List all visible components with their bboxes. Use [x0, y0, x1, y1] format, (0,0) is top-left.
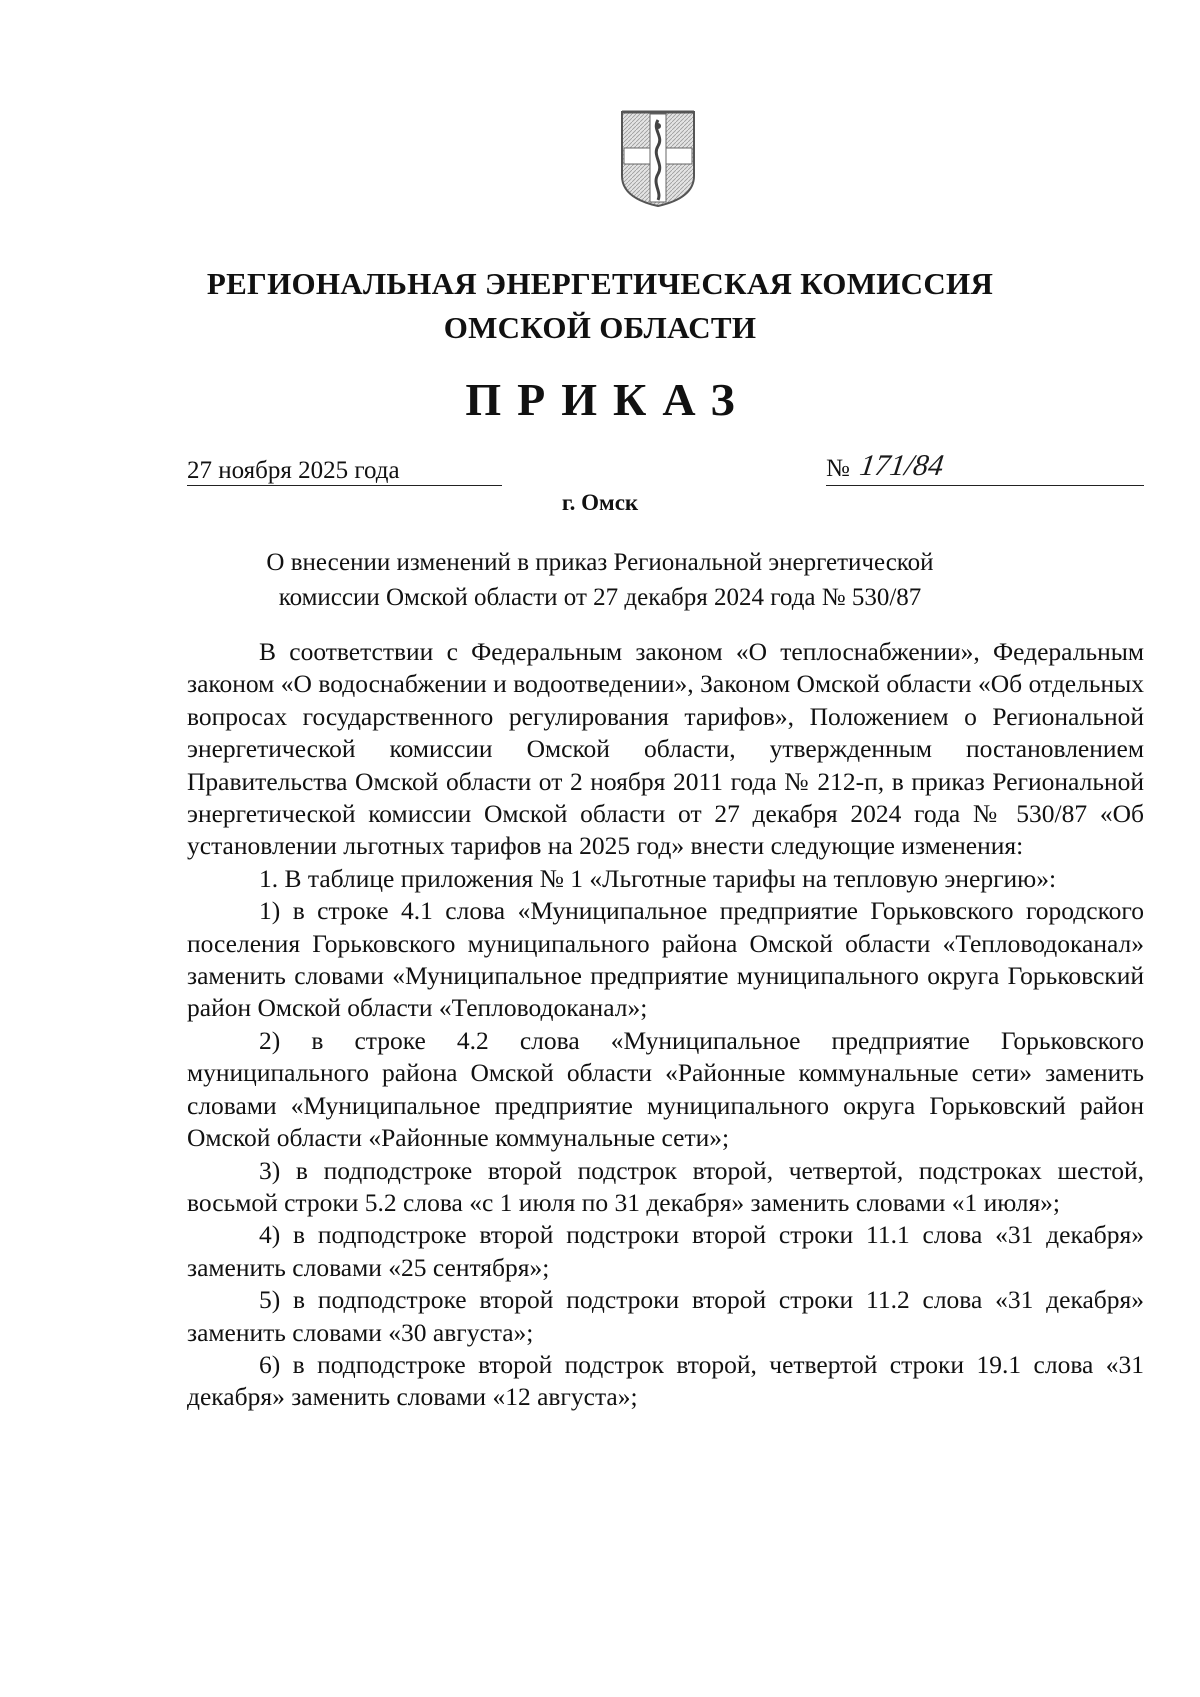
- subitem-4-paragraph: 4) в подподстроке второй подстроки второй строки 11.1 слова «31 декабря» заменить словами «25 сентября»;: [187, 1220, 1144, 1282]
- document-city: г. Омск: [561, 490, 639, 515]
- document-type-title: ПРИКАЗ: [465, 374, 751, 425]
- number-underline: [826, 485, 1144, 486]
- omsk-coat-of-arms-icon: [616, 106, 700, 210]
- subitem-1-paragraph: 1) в строке 4.1 слова «Муниципальное предприятие Горьковского городского поселения Горьковского муниципального района Омской области «Тепловодоканал» заменить словами «Муниципальное предприятие муниципального округа Горьковский район Омской области «Тепловодоканал»;: [187, 896, 1144, 1023]
- subject-line1: О внесении изменений в приказ Региональной энергетической: [266, 549, 934, 576]
- subitem-6-paragraph: 6) в подподстроке второй подстрок второй, четвертой строки 19.1 слова «31 декабря» заменить словами «12 августа»;: [187, 1349, 1144, 1412]
- item-1-paragraph: 1. В таблице приложения № 1 «Льготные тарифы на тепловую энергию»:: [259, 863, 1057, 893]
- date-underline: [187, 485, 502, 486]
- document-date: 27 ноября 2025 года: [187, 457, 400, 484]
- subitem-3-paragraph: 3) в подподстроке второй подстрок второй, четвертой, подстроках шестой, восьмой строки 5.2 слова «с 1 июля по 31 декабря» заменить словами «1 июля»;: [187, 1155, 1144, 1217]
- subitem-5-paragraph: 5) в подподстроке второй подстроки второй строки 11.2 слова «31 декабря» заменить словами «30 августа»;: [187, 1285, 1144, 1347]
- document-number-label: №: [826, 455, 850, 482]
- preamble-paragraph: В соответствии с Федеральным законом «О теплоснабжении», Федеральным законом «О водоснабжении и водоотведении», Законом Омской области «Об отдельных вопросах государственного регулирования тарифов», Положением о Региональной энергетической комиссии Омской области, утвержденным постановлением Правительства Омской области от 2 ноября 2011 года № 212-п, в приказ Региональной энергетической комиссии Омской области от 27 декабря 2024 года № 530/87 «Об установлении льготных тарифов на 2025 год» внести следующие изменения:: [187, 637, 1144, 861]
- document-number-handwritten: 171/84: [857, 449, 946, 482]
- subject-line2: комиссии Омской области от 27 декабря 2024 года № 530/87: [278, 584, 922, 611]
- organization-name-line2: ОМСКОЙ ОБЛАСТИ: [443, 310, 757, 345]
- document-body: [187, 636, 1144, 1414]
- subitem-2-paragraph: 2) в строке 4.2 слова «Муниципальное предприятие Горьковского муниципального района Омской области «Районные коммунальные сети» заменить словами «Муниципальное предприятие муниципального округа Горьковский район Омской области «Районные коммунальные сети»;: [187, 1025, 1144, 1153]
- organization-name-line1: РЕГИОНАЛЬНАЯ ЭНЕРГЕТИЧЕСКАЯ КОМИССИЯ: [206, 266, 994, 301]
